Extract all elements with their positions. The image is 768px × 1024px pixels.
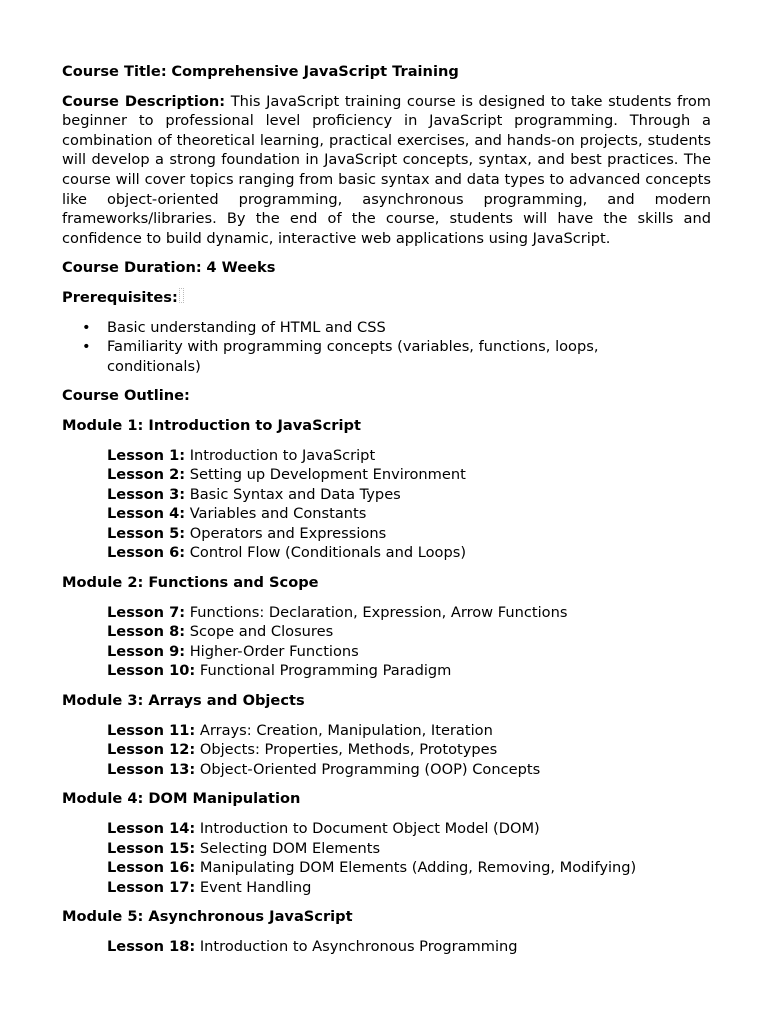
lesson-text: Higher-Order Functions xyxy=(189,642,359,660)
course-duration-label: Course Duration: xyxy=(62,259,202,277)
lesson-item xyxy=(107,524,711,544)
paragraph-marker xyxy=(179,288,184,303)
lesson-label: Lesson 2: xyxy=(107,466,186,484)
lesson-item xyxy=(107,760,711,780)
lesson-text: Manipulating DOM Elements (Adding, Removing, Modifying) xyxy=(199,859,637,877)
lesson-item xyxy=(107,543,711,563)
lesson-item xyxy=(107,622,711,642)
lesson-text: Variables and Constants xyxy=(189,505,367,523)
lesson-item xyxy=(107,721,711,741)
course-description-label: Course Description: xyxy=(62,92,226,110)
lesson-text: Scope and Closures xyxy=(189,623,334,641)
lesson-list xyxy=(107,937,711,957)
lesson-item xyxy=(107,642,711,662)
lesson-label: Lesson 18: xyxy=(107,937,196,955)
lesson-text: Introduction to Document Object Model (DOM) xyxy=(199,820,540,837)
module-heading: Module 2: Functions and Scope xyxy=(62,574,319,592)
lesson-text: Operators and Expressions xyxy=(189,524,387,542)
lesson-item xyxy=(107,858,711,878)
module-heading: Module 3: Arrays and Objects xyxy=(62,692,305,710)
lesson-item xyxy=(107,603,711,623)
lesson-text: Introduction to Asynchronous Programming xyxy=(199,937,518,955)
prerequisites-list xyxy=(62,318,711,377)
lesson-label: Lesson 1: xyxy=(107,446,186,464)
lesson-text: Selecting DOM Elements xyxy=(199,839,381,857)
lesson-text: Basic Syntax and Data Types xyxy=(189,485,401,503)
lesson-list xyxy=(107,819,711,897)
lesson-list xyxy=(107,721,711,780)
course-title-value: Comprehensive JavaScript Training xyxy=(171,63,459,80)
lesson-item xyxy=(107,661,711,681)
prerequisite-text: Basic understanding of HTML and CSS xyxy=(107,318,386,336)
lesson-label: Lesson 13: xyxy=(107,760,196,778)
course-duration xyxy=(62,258,711,278)
lesson-item xyxy=(107,937,711,957)
prerequisite-item xyxy=(62,337,711,376)
lesson-item xyxy=(107,740,711,760)
prerequisite-text: Familiarity with programming concepts (variables, functions, loops, conditionals) xyxy=(107,338,599,375)
lesson-item xyxy=(107,839,711,859)
lesson-label: Lesson 15: xyxy=(107,839,196,857)
lesson-label: Lesson 17: xyxy=(107,878,196,896)
lesson-text: Setting up Development Environment xyxy=(189,466,466,484)
module-heading: Module 1: Introduction to JavaScript xyxy=(62,416,361,434)
lesson-label: Lesson 12: xyxy=(107,741,196,759)
lesson-label: Lesson 4: xyxy=(107,505,186,523)
lesson-label: Lesson 3: xyxy=(107,485,186,503)
prerequisite-item xyxy=(62,318,711,338)
lesson-label: Lesson 8: xyxy=(107,623,186,641)
lesson-label: Lesson 7: xyxy=(107,603,186,621)
bullet-icon: • xyxy=(82,338,91,356)
lesson-text: Control Flow (Conditionals and Loops) xyxy=(189,544,467,562)
lesson-text: Arrays: Creation, Manipulation, Iteration xyxy=(199,721,493,739)
lesson-label: Lesson 16: xyxy=(107,859,196,877)
module-heading: Module 4: DOM Manipulation xyxy=(62,790,301,808)
course-duration-value: 4 Weeks xyxy=(206,259,276,277)
lesson-label: Lesson 6: xyxy=(107,544,186,562)
module-heading: Module 5: Asynchronous JavaScript xyxy=(62,908,353,926)
lesson-label: Lesson 9: xyxy=(107,642,186,660)
lesson-item xyxy=(107,878,711,898)
lesson-label: Lesson 10: xyxy=(107,662,196,680)
lesson-label: Lesson 14: xyxy=(107,820,196,837)
lesson-label: Lesson 5: xyxy=(107,524,186,542)
lesson-item xyxy=(107,465,711,485)
lesson-text: Introduction to JavaScript xyxy=(189,446,376,464)
course-title xyxy=(62,62,711,82)
lesson-item xyxy=(107,485,711,505)
lesson-list xyxy=(107,446,711,564)
lesson-text: Functional Programming Paradigm xyxy=(199,662,452,680)
course-description-text: This JavaScript training course is designed to take students from beginner to professional level proficiency in JavaScript programming. Through a combination of theoretical learning, practical exercises, and hands-on projects, students will develop a strong foundation in JavaScript concepts, syntax, and best practices. The course will cover topics ranging from basic syntax and data types to advanced concepts like object-oriented programming, asynchronous programming, and modern frameworks/libraries. By the end of the course, students will have the skills and confidence to build dynamic, interactive web applications using JavaScript. xyxy=(62,92,711,247)
lesson-text: Objects: Properties, Methods, Prototypes xyxy=(199,741,498,759)
lesson-text: Event Handling xyxy=(199,878,312,896)
lesson-item xyxy=(107,446,711,466)
course-description xyxy=(62,92,711,249)
lesson-text: Functions: Declaration, Expression, Arrow Functions xyxy=(189,603,568,621)
bullet-icon: • xyxy=(82,318,91,336)
lesson-text: Object-Oriented Programming (OOP) Concepts xyxy=(199,760,541,778)
course-outline-label: Course Outline: xyxy=(62,387,190,405)
course-outline-heading xyxy=(62,386,711,406)
lesson-item xyxy=(107,819,711,839)
prerequisites-heading xyxy=(62,288,711,308)
lesson-item xyxy=(107,504,711,524)
lesson-label: Lesson 11: xyxy=(107,721,196,739)
course-title-label: Course Title: xyxy=(62,63,167,80)
lesson-list xyxy=(107,603,711,681)
prerequisites-label: Prerequisites: xyxy=(62,288,178,306)
